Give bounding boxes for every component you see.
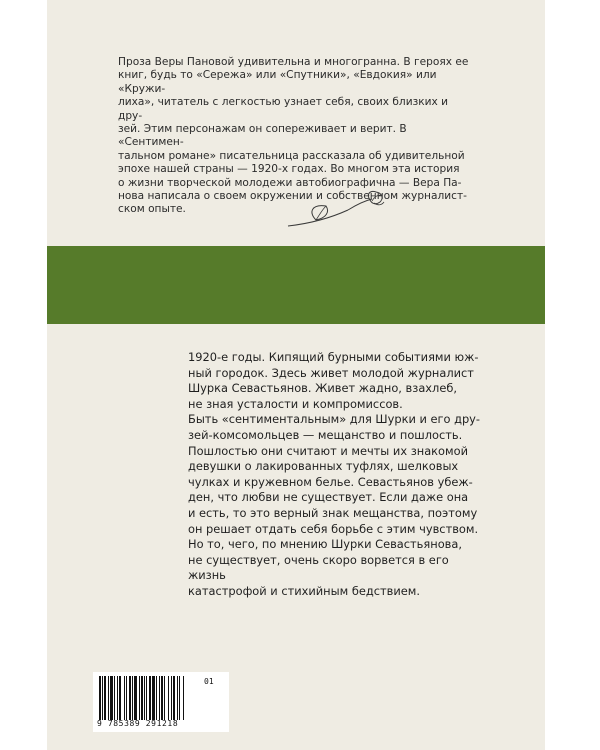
description-paragraph: 1920-е годы. Кипящий бурными событиями юж- ный городок. Здесь живет молодой журналист Шурка Севастьянов. Живет жадно, взахлеб, не зная усталости и компромиссов. Быть «сентиментальным» для Шурки и его дру- зей-комсомольцев — мещанство и пошлость. Пошлостью они считают и мечты их знакомой девушки о лакированных туфлях, шелковых чулках и кружевном белье. Севастьянов убеж- ден, что любви не существует. Если даже она и есть, то это верный знак мещанства, поэтому он решает отдать себя борьбе с этим чувством. Но то, чего, по мнению Шурки Севастьянова, не существует, очень скоро ворвется в его жизнь катастрофой и стихийным бедствием. xyxy=(188,350,481,598)
barcode-bar xyxy=(108,676,109,720)
barcode-bar xyxy=(152,676,155,720)
barcode-bar xyxy=(168,676,169,720)
barcode-bar xyxy=(134,676,137,720)
barcode-bar xyxy=(161,676,163,720)
barcode-bar xyxy=(179,676,180,720)
isbn-digits: 9 785389 291218 xyxy=(97,719,179,728)
barcode-bar xyxy=(141,676,143,720)
barcode-bar xyxy=(139,676,140,720)
barcode-bar xyxy=(117,676,118,720)
barcode-addon-digits: 01 xyxy=(204,677,214,686)
barcode-bar xyxy=(159,676,160,720)
barcode-bar xyxy=(156,676,157,720)
barcode-bar xyxy=(99,676,101,720)
barcode-bars xyxy=(99,676,217,720)
barcode-bar xyxy=(149,676,151,720)
green-decorative-band xyxy=(47,246,545,324)
barcode-bar xyxy=(126,676,127,720)
barcode-bar xyxy=(132,676,133,720)
tulip-flower-icon xyxy=(286,190,386,230)
barcode-bar xyxy=(164,676,165,720)
barcode-bar xyxy=(102,676,103,720)
barcode-bar xyxy=(104,676,106,720)
barcode-bar xyxy=(171,676,172,720)
barcode-bar xyxy=(173,676,175,720)
annotation-paragraph: Проза Веры Пановой удивительна и многогранна. В героях ее книг, будь то «Сережа» или «Спутники», «Евдокия» или «Кружи- лиха», читатель с легкостью узнает себя, своих близких и дру- зей. Этим персонажам он сопереживает и верит. В «Сентимен- тальном романе» писательница рассказала об удивительной эпохе нашей страны — 1920-х годах. Во многом эта история о жизни творческой молодежи автобиографична — Вера Па- нова написала о своем окружении и собственном журналист- ском опыте. xyxy=(118,56,469,216)
barcode-bar xyxy=(146,676,147,720)
barcode-bar xyxy=(129,676,131,720)
barcode-bar xyxy=(144,676,145,720)
barcode-bar xyxy=(124,676,125,720)
barcode-bar xyxy=(114,676,115,720)
barcode-bar xyxy=(177,676,178,720)
barcode-bar xyxy=(110,676,113,720)
barcode-bar xyxy=(183,676,184,720)
barcode-bar xyxy=(119,676,121,720)
